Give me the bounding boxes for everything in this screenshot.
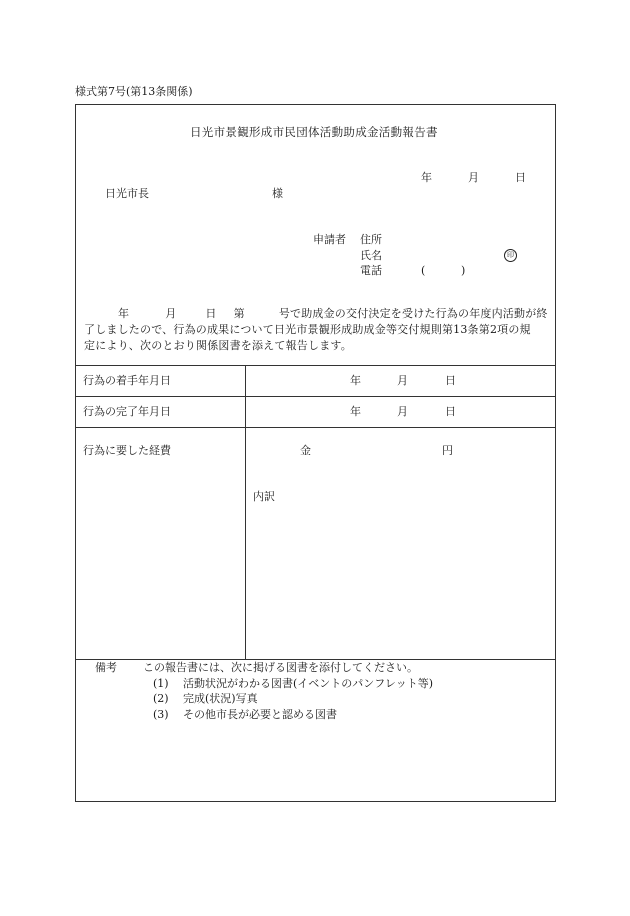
- phone-label: 電話: [360, 264, 382, 277]
- phone-paren-open: (: [421, 264, 426, 277]
- body-year: 年: [118, 307, 130, 320]
- divider-end-row: [75, 427, 556, 428]
- name-label: 氏名: [360, 249, 382, 262]
- body-month: 月: [165, 307, 177, 320]
- cost-kin: 金: [300, 444, 311, 457]
- phone-paren-close: ): [461, 264, 466, 277]
- remarks-label: 備考: [95, 661, 117, 674]
- cost-yen: 円: [442, 444, 453, 457]
- body-line-1: [84, 306, 550, 322]
- addressee-name: 日光市長: [105, 187, 149, 200]
- form-number-label: 様式第7号(第13条関係): [75, 85, 193, 98]
- remarks-item-2-text: 完成(状況)写真: [183, 692, 258, 705]
- body-line-2: 了しましたので、行為の成果について日光市景観形成助成金等交付規則第13条第2項の規: [84, 323, 531, 336]
- seal-icon: 印: [504, 249, 517, 262]
- date-month: 月: [468, 171, 479, 184]
- end-day: 日: [445, 405, 456, 418]
- start-day: 日: [445, 374, 456, 387]
- addressee-honorific: 様: [272, 187, 283, 200]
- remarks-item-2-number: (2): [153, 692, 169, 705]
- date-year: 年: [421, 171, 432, 184]
- body-dai: 第: [233, 307, 245, 320]
- start-month: 月: [397, 374, 408, 387]
- divider-cost-row: [75, 659, 556, 660]
- end-month: 月: [397, 405, 408, 418]
- report-body-text: [84, 306, 550, 354]
- date-day: 日: [515, 171, 526, 184]
- address-label: 住所: [360, 233, 382, 246]
- cost-breakdown-label: 内訳: [253, 490, 275, 503]
- end-date-label: 行為の完了年月日: [83, 405, 171, 418]
- body-day: 日: [205, 307, 217, 320]
- remarks-item-1-number: (1): [153, 677, 169, 690]
- body-line-1-rest: 号で助成金の交付決定を受けた行為の年度内活動が終: [278, 307, 548, 320]
- table-column-divider: [245, 365, 246, 659]
- cost-label: 行為に要した経費: [83, 444, 171, 457]
- start-date-label: 行為の着手年月日: [83, 374, 171, 387]
- applicant-label: 申請者: [313, 233, 346, 246]
- document-title: 日光市景観形成市民団体活動助成金活動報告書: [190, 125, 438, 139]
- body-line-3: 定により、次のとおり関係図書を添えて報告します。: [84, 339, 352, 352]
- divider-start-row: [75, 396, 556, 397]
- remarks-item-3-text: その他市長が必要と認める図書: [183, 708, 337, 721]
- remarks-item-1-text: 活動状況がわかる図書(イベントのパンフレット等): [183, 677, 434, 690]
- remarks-item-3-number: (3): [153, 708, 169, 721]
- remarks-intro: この報告書には、次に掲げる図書を添付してください。: [143, 661, 418, 674]
- end-year: 年: [350, 405, 361, 418]
- divider-header: [75, 365, 556, 366]
- start-year: 年: [350, 374, 361, 387]
